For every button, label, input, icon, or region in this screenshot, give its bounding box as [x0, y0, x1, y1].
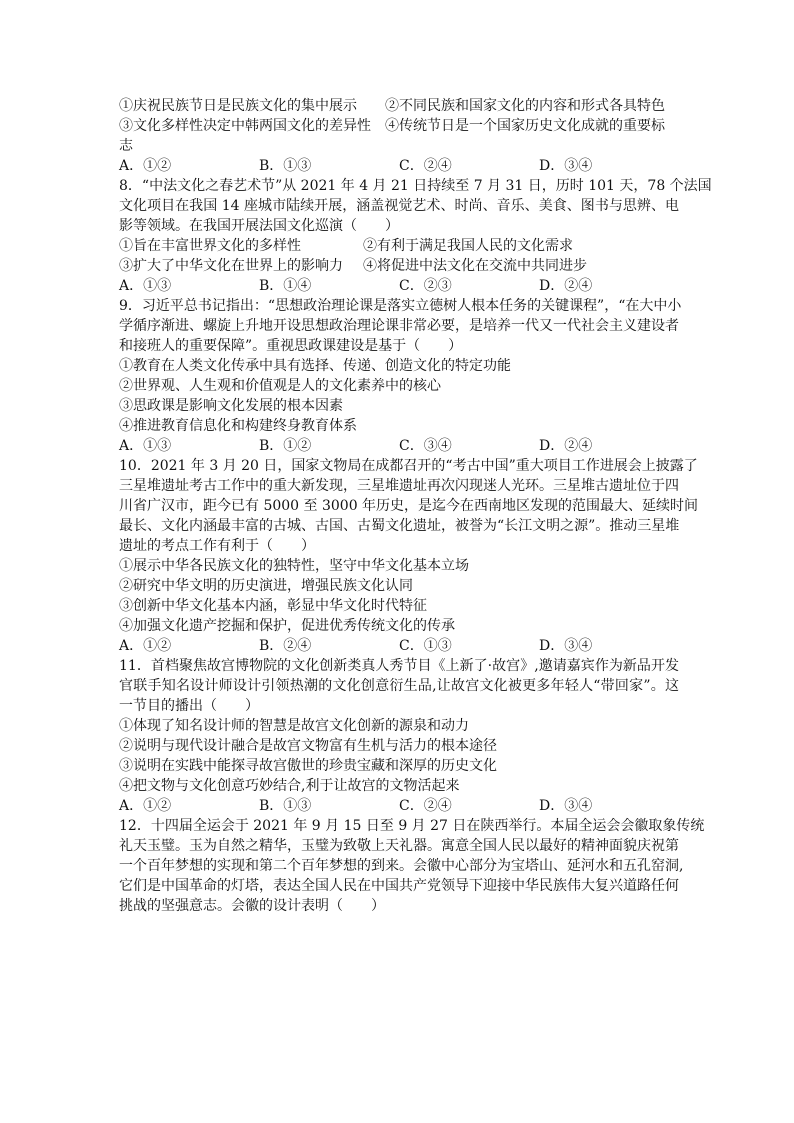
q10-option-c[interactable]: C．①③	[399, 638, 452, 654]
q10-stem-line-2: 三星堆遗址考古工作中的重大新发现，三星堆遗址再次闪现迷人光环。三星堆古遗址位于四	[119, 478, 679, 494]
q8-stem-line-1: 8．“中法文化之春艺术节”从 2021 年 4 月 21 日持续至 7 月 31 日，历时 101 天，78 个法国	[119, 178, 712, 194]
q9-option-a[interactable]: A．①③	[119, 438, 172, 454]
q10-statement-3: ③创新中华文化基本内涵，彰显中华文化时代特征	[119, 598, 427, 614]
q11-option-b[interactable]: B．①③	[259, 798, 312, 814]
q8-statement-4: ④将促进中法文化在交流中共同进步	[363, 258, 587, 274]
q9-stem-line-2: 学循序渐进、螺旋上升地开设思想政治理论课非常必要，是培养一代又一代社会主义建设者	[119, 318, 679, 334]
q7-statement-3: ③文化多样性决定中韩两国文化的差异性	[119, 118, 371, 134]
q8-options	[119, 276, 679, 296]
q8-option-a[interactable]: A．①③	[119, 278, 172, 294]
q11-statement-2: ②说明与现代设计融合是故宫文物富有生机与活力的根本途径	[119, 738, 497, 754]
q9-stem-line-3: 和接班人的重要保障”。重视思政课建设是基于（ ）	[119, 338, 463, 354]
q10-statement-1: ①展示中华各民族文化的独特性，坚守中华文化基本立场	[119, 558, 469, 574]
q11-option-a[interactable]: A．①②	[119, 798, 172, 814]
q10-statement-2: ②研究中华文明的历史演进，增强民族文化认同	[119, 578, 413, 594]
q8-option-d[interactable]: D．②④	[539, 278, 593, 294]
q8-statement-1: ①旨在丰富世界文化的多样性	[119, 238, 301, 254]
q7-options	[119, 156, 679, 176]
q9-statement-4: ④推进教育信息化和构建终身教育体系	[119, 418, 357, 434]
q12-stem-line-1: 12．十四届全运会于 2021 年 9 月 15 日至 9 月 27 日在陕西举行。本届全运会会徽取象传统	[119, 818, 705, 834]
q9-options	[119, 436, 679, 456]
q8-option-c[interactable]: C．②③	[399, 278, 452, 294]
exam-content	[119, 96, 712, 916]
q11-option-c[interactable]: C．②④	[399, 798, 452, 814]
q11-statement-3: ③说明在实践中能探寻故宫傲世的珍贵宝藏和深厚的历史文化	[119, 758, 497, 774]
q10-option-a[interactable]: A．①②	[119, 638, 172, 654]
q9-statement-3: ③思政课是影响文化发展的根本因素	[119, 398, 343, 414]
q10-stem-line-5: 遗址的考点工作有利于（ ）	[119, 538, 315, 554]
q7-statements-row-2	[119, 116, 679, 136]
q7-statement-4-wrap: 志	[119, 138, 133, 154]
q7-option-a[interactable]: A．①②	[119, 158, 172, 174]
q10-stem-line-1: 10．2021 年 3 月 20 日，国家文物局在成都召开的“考古中国”重大项目工作进展会上披露了	[119, 458, 698, 474]
q8-statements-row-1	[119, 236, 679, 256]
q7-option-b[interactable]: B．①③	[259, 158, 312, 174]
q10-statement-4: ④加强文化遗产挖掘和保护，促进优秀传统文化的传承	[119, 618, 455, 634]
q8-statement-3: ③扩大了中华文化在世界上的影响力	[119, 258, 343, 274]
q11-options	[119, 796, 679, 816]
q9-option-d[interactable]: D．②④	[539, 438, 593, 454]
q8-statement-2: ②有利于满足我国人民的文化需求	[363, 238, 573, 254]
q10-option-d[interactable]: D．③④	[539, 638, 593, 654]
q9-option-c[interactable]: C．③④	[399, 438, 452, 454]
q12-stem-line-4: 它们是中国革命的灯塔，表达全国人民在中国共产党领导下迎接中华民族伟大复兴道路任何	[119, 878, 679, 894]
q8-stem-line-2: 文化项目在我国 14 座城市陆续开展，涵盖视觉艺术、时尚、音乐、美食、图书与思辨、电	[119, 198, 679, 214]
q11-statement-4: ④把文物与文化创意巧妙结合,利于让故宫的文物活起来	[119, 778, 460, 794]
q10-options	[119, 636, 679, 656]
q9-option-b[interactable]: B．①②	[259, 438, 312, 454]
q12-stem-line-5: 挑战的坚强意志。会徽的设计表明（ ）	[119, 898, 385, 914]
q7-statement-2: ②不同民族和国家文化的内容和形式各具特色	[385, 98, 665, 114]
q9-statement-2: ②世界观、人生观和价值观是人的文化素养中的核心	[119, 378, 441, 394]
q9-stem-line-1: 9．习近平总书记指出：“思想政治理论课是落实立德树人根本任务的关键课程”，“在大中小	[119, 298, 682, 314]
q11-option-d[interactable]: D．③④	[539, 798, 593, 814]
q10-stem-line-3: 川省广汉市，距今已有 5000 至 3000 年历史，是迄今在西南地区发现的范围最大、延续时间	[119, 498, 699, 514]
q7-option-d[interactable]: D．③④	[539, 158, 593, 174]
q8-option-b[interactable]: B．①④	[259, 278, 312, 294]
q12-stem-line-3: 一个百年梦想的实现和第二个百年梦想的到来。会徽中心部分为宝塔山、延河水和五孔窑洞,	[119, 858, 684, 874]
q11-stem-line-3: 一节目的播出（ ）	[119, 698, 259, 714]
q8-statements-row-2	[119, 256, 679, 276]
q7-statements-row-1	[119, 96, 679, 116]
q11-stem-line-1: 11．首档聚焦故宫博物院的文化创新类真人秀节目《上新了·故宫》,邀请嘉宾作为新品开发	[119, 658, 679, 674]
q10-option-b[interactable]: B．②④	[259, 638, 312, 654]
q12-stem-line-2: 礼天玉璧。玉为自然之精华，玉璧为致敬上天礼器。寓意全国人民以最好的精神面貌庆祝第	[119, 838, 679, 854]
q7-statement-4: ④传统节日是一个国家历史文化成就的重要标	[385, 118, 665, 134]
q7-option-c[interactable]: C．②④	[399, 158, 452, 174]
q10-stem-line-4: 最长、文化内涵最丰富的古城、古国、古蜀文化遗址，被誉为“长江文明之源”。推动三星堆	[119, 518, 680, 534]
q11-statement-1: ①体现了知名设计师的智慧是故宫文化创新的源泉和动力	[119, 718, 469, 734]
q8-stem-line-3: 影等领域。在我国开展法国文化巡演（ ）	[119, 218, 399, 234]
q7-statement-1: ①庆祝民族节日是民族文化的集中展示	[119, 98, 357, 114]
q9-statement-1: ①教育在人类文化传承中具有选择、传递、创造文化的特定功能	[119, 358, 511, 374]
q11-stem-line-2: 官联手知名设计师设计引领热潮的文化创意衍生品,让故宫文化被更多年轻人“带回家”。这	[119, 678, 679, 694]
